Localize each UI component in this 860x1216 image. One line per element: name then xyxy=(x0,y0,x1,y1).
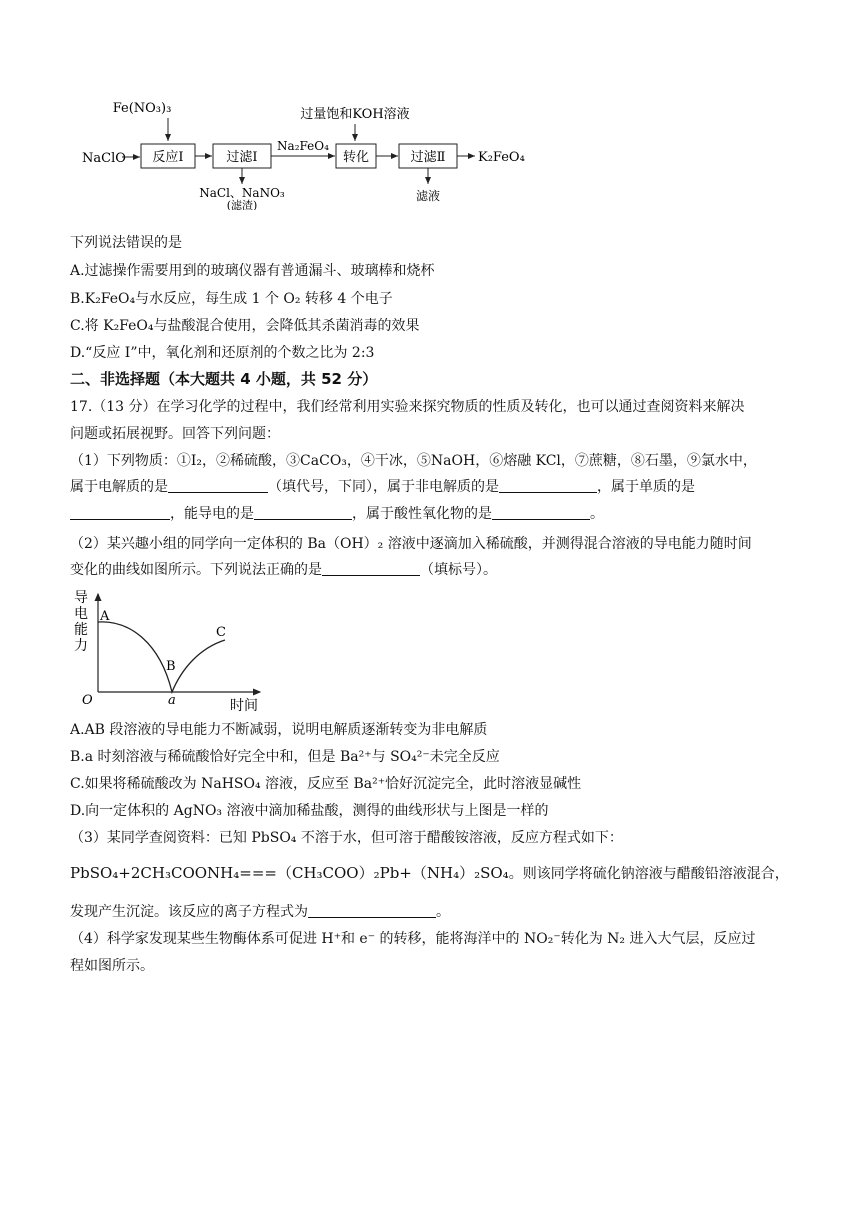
answer-blank-electrolyte[interactable] xyxy=(168,478,268,493)
answer-blank-conductive[interactable] xyxy=(254,505,352,520)
q17-intro-line1: 17.（13 分）在学习化学的过程中，我们经常利用实验来探究物质的性质及转化，也可以通过查阅资料来解决 xyxy=(70,399,745,415)
graph-point-b-label: B xyxy=(166,659,176,674)
answer-blank-ionic-equation[interactable] xyxy=(308,903,436,918)
q16-option-d: D.“反应 I”中，氧化剂和还原剂的个数之比为 2:3 xyxy=(70,345,375,361)
q17-part3-text-a: 发现产生沉淀。该反应的离子方程式为 xyxy=(70,904,308,920)
conductivity-graph xyxy=(70,588,270,712)
q17-part1-text-f: 。 xyxy=(590,506,604,522)
flow-box-filter1-label: 过滤Ⅰ xyxy=(226,150,258,165)
flow-out-residue-note: (滤渣) xyxy=(226,199,258,210)
graph-point-c-label: C xyxy=(216,625,226,640)
q17-part1-text-e: ，属于酸性氧化物的是 xyxy=(352,506,492,522)
q17-part2-option-a: A.AB 段溶液的导电能力不断减弱，说明电解质逐渐转变为非电解质 xyxy=(70,722,488,738)
q17-part2-option-d: D.向一定体积的 AgNO₃ 溶液中滴加稀盐酸，测得的曲线形状与上图是一样的 xyxy=(70,803,549,819)
q17-part1-text-a: 属于电解质的是 xyxy=(70,479,168,495)
q17-part3-line1: （3）某同学查阅资料：已知 PbSO₄ 不溶于水，但可溶于醋酸铵溶液，反应方程式如下： xyxy=(70,830,623,846)
flow-end-k2feo4: K₂FeO₄ xyxy=(478,150,525,165)
q17-part2-option-c: C.如果将稀硫酸改为 NaHSO₄ 溶液，反应至 Ba²⁺恰好沉淀完全，此时溶液显碱性 xyxy=(70,776,582,792)
section-heading: 二、非选择题（本大题共 4 小题，共 52 分） xyxy=(70,370,378,388)
q17-part3-line3 xyxy=(70,902,450,922)
q17-intro-line2: 问题或拓展视野。回答下列问题： xyxy=(70,426,280,442)
q17-part3-equation-tail: 。则该同学将硫化钠溶液与醋酸铅溶液混合， xyxy=(508,866,789,882)
flow-box-filter2-label: 过滤Ⅱ xyxy=(410,150,446,165)
q17-part3-text-b: 。 xyxy=(436,904,450,920)
answer-blank-element[interactable] xyxy=(70,505,170,520)
q17-part2-option-b: B.a 时刻溶液与稀硫酸恰好完全中和，但是 Ba²⁺与 SO₄²⁻未完全反应 xyxy=(70,749,500,765)
graph-ylabel-4: 力 xyxy=(74,638,88,654)
q16-option-b: B.K₂FeO₄与水反应，每生成 1 个 O₂ 转移 4 个电子 xyxy=(70,291,393,307)
q17-part1-text-d: ，能导电的是 xyxy=(170,506,254,522)
answer-blank-part2[interactable] xyxy=(322,561,420,576)
flow-input-feno3: Fe(NO₃)₃ xyxy=(112,101,172,116)
q17-part2-line2 xyxy=(70,560,497,580)
flow-mid-na2feo4: Na₂FeO₄ xyxy=(277,139,329,153)
flow-start-naclo: NaClO xyxy=(82,151,126,166)
q17-part2-text-a: 变化的曲线如图所示。下列说法正确的是 xyxy=(70,562,322,578)
flow-box-reaction1-label: 反应Ⅰ xyxy=(152,150,184,165)
graph-tick-a: a xyxy=(168,693,176,708)
q16-option-c: C.将 K₂FeO₄与盐酸混合使用，会降低其杀菌消毒的效果 xyxy=(70,318,420,334)
graph-curve xyxy=(98,622,225,692)
graph-origin-label: O xyxy=(82,693,93,708)
graph-ylabel-2: 电 xyxy=(74,606,88,622)
q17-part2-line1: （2）某兴趣小组的同学向一定体积的 Ba（OH）₂ 溶液中逐滴加入稀硫酸，并测得混合溶液的导电能力随时间 xyxy=(70,536,752,552)
q17-part3-equation-line xyxy=(70,863,789,884)
q17-part1-line2 xyxy=(70,477,695,497)
graph-ylabel-3: 能 xyxy=(74,622,88,638)
answer-blank-acidic-oxide[interactable] xyxy=(492,505,590,520)
q17-part4-line2: 程如图所示。 xyxy=(70,958,154,974)
q17-part1-text-c: ，属于单质的是 xyxy=(597,479,695,495)
q17-part2-text-b: （填标号）。 xyxy=(420,562,497,578)
flow-out-residue: NaCl、NaNO₃ xyxy=(199,186,285,200)
q16-option-a: A.过滤操作需要用到的玻璃仪器有普通漏斗、玻璃棒和烧杯 xyxy=(70,263,435,279)
flow-out-filtrate: 滤液 xyxy=(415,189,441,203)
graph-point-a-label: A xyxy=(100,609,110,624)
q17-part1-line3 xyxy=(70,504,604,524)
answer-blank-nonelectrolyte[interactable] xyxy=(499,478,597,493)
q17-part1-text-b: （填代号，下同），属于非电解质的是 xyxy=(268,479,499,495)
flow-box-convert-label: 转化 xyxy=(342,150,370,165)
q16-stem: 下列说法错误的是 xyxy=(70,235,182,251)
graph-xlabel: 时间 xyxy=(230,698,258,712)
flow-input-koh: 过量饱和KOH溶液 xyxy=(300,107,410,122)
q17-part3-equation: PbSO₄+2CH₃COONH₄===（CH₃COO）₂Pb+（NH₄）₂SO₄ xyxy=(70,864,509,882)
flow-diagram xyxy=(70,98,540,210)
q17-part1-line1: （1）下列物质：①I₂，②稀硫酸，③CaCO₃，④干冰，⑤NaOH，⑥熔融 KCl，⑦蔗糖，⑧石墨，⑨氯水中， xyxy=(70,453,757,469)
graph-ylabel-1: 导 xyxy=(74,590,88,606)
q17-part4-line1: （4）科学家发现某些生物酶体系可促进 H⁺和 e⁻ 的转移，能将海洋中的 NO₂⁻转化为 N₂ 进入大气层，反应过 xyxy=(70,931,756,947)
